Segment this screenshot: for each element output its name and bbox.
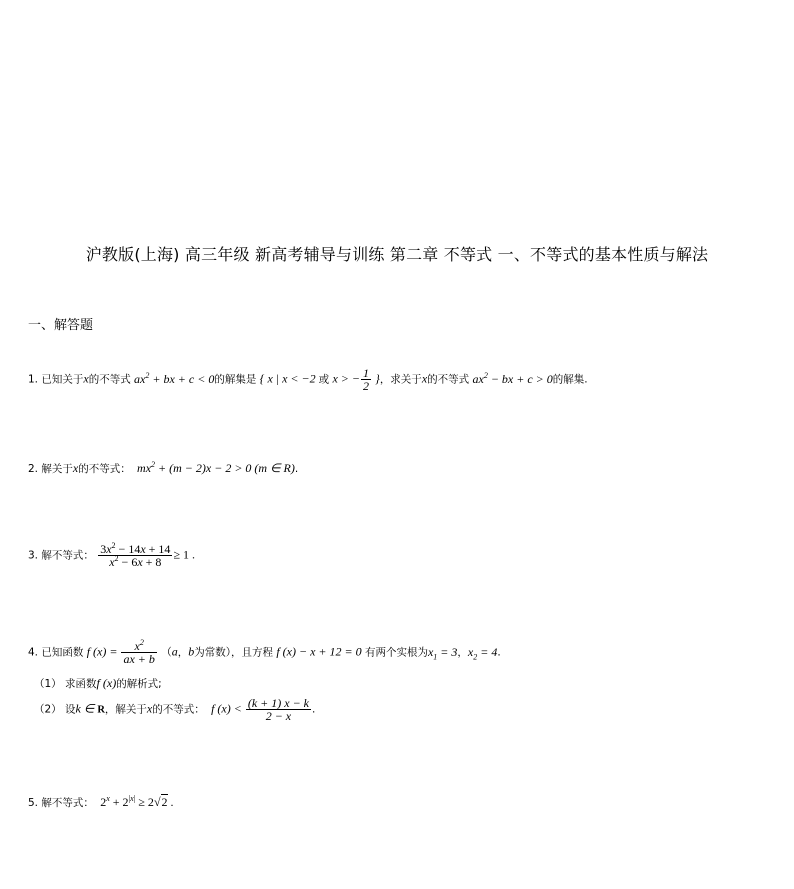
math-inequality-2: $ax^2$ − bx + c > 0 [472, 370, 553, 386]
question-3: 3. 解不等式： $\frac{3x^2 - 14x + 14}{x^2 - 6x + 8}$ ≥ 1 . [28, 541, 196, 569]
math-inequality-q2: $mx^2 + (m - 2)x - 2 > 0$ (m ∈ R) [134, 460, 295, 475]
question-5: 5. 解不等式： $2^x + 2^{|x|} \ge 2√2$ . [28, 794, 174, 809]
fraction-q3: $\frac{3x^2 - 14x + 14}{x^2 - 6x + 8}$ [100, 541, 171, 569]
fraction-one-half: $\frac{1}{2}$ [363, 366, 369, 393]
question-4-part-1: （1） 求函数f (x)的解析式; [34, 676, 162, 690]
fraction-fx: $\frac{x^2}{ax + b}$ [123, 638, 155, 666]
question-4-part-2: （2） 设k ∈ R，解关于x的不等式： f (x) < $\frac{(k + 1) x - k}{2 - x}$ . [34, 696, 316, 723]
question-4: 4. 已知函数 f (x) = $\frac{x^2}{ax + b}$ （a，b为常数），且方程 f (x) − x + 12 = 0 有两个实根为$x_1 = 3$，$x_2 = 4$. [28, 638, 501, 666]
page-title: 沪教版(上海) 高三年级 新高考辅导与训练 第二章 不等式 一、不等式的基本性质与解法 [85, 245, 709, 264]
math-equation-q4: f (x) − x + 12 = 0 [276, 644, 362, 659]
question-2: 2. 解关于x的不等式： $mx^2 + (m - 2)x - 2 > 0$ (m ∈ R). [28, 460, 299, 475]
math-inequality-q5: $2^x + 2^{|x|} \ge 2√2$ . [97, 794, 174, 809]
fraction-q4-part2: $\frac{(k + 1) x - k}{2 - x}$ [247, 696, 309, 723]
math-solution-set: { x | x < −2 [259, 371, 319, 386]
section-heading: 一、解答题 [28, 318, 94, 333]
question-1: 1. 已知关于x的不等式 $ax^2$ + bx + c < 0的解集是 { x | x < −2 或 x > − $\frac{1}{2}$ }，求关于x的不等式 $ax^2$ − bx + c > 0的解集. [28, 366, 588, 393]
math-inequality-1: $ax^2$ + bx + c < 0 [134, 370, 215, 386]
